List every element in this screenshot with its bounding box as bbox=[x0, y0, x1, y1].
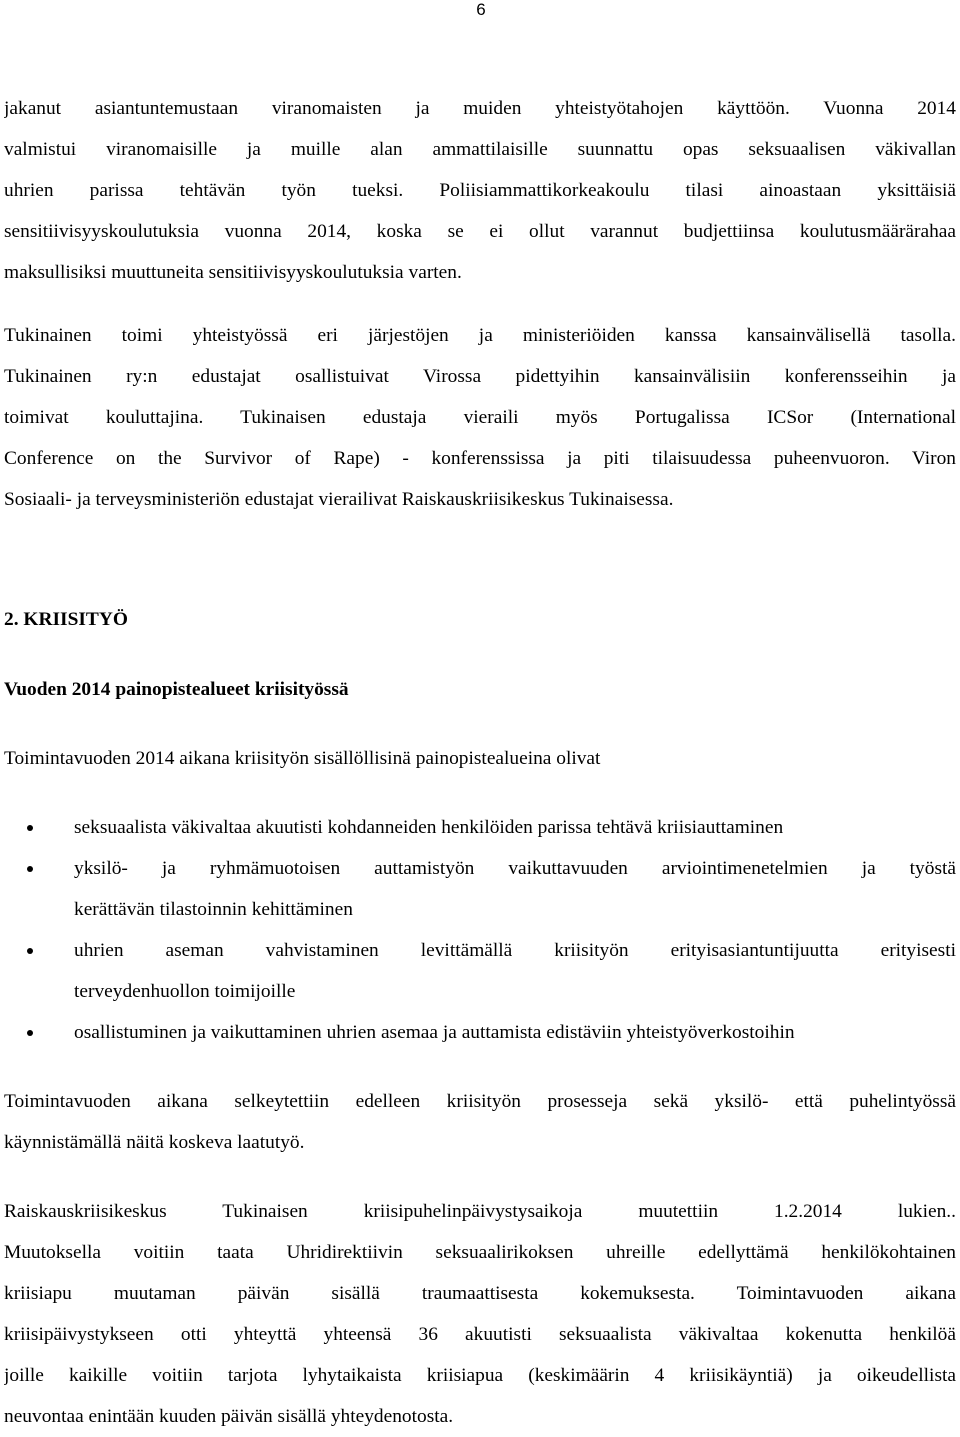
text-line: jakanut asiantuntemustaan viranomaisten ja muiden yhteistyötahojen käyttöön. Vuonna 2014 bbox=[4, 98, 956, 119]
text-line: Toimintavuoden 2014 aikana kriisityön sisällöllisinä painopistealueina olivat bbox=[4, 748, 601, 769]
text-line: osallistuminen ja vaikuttaminen uhrien asemaa ja auttamista edistäviin yhteistyöverkostoihin bbox=[74, 1022, 795, 1043]
paragraph-4 bbox=[4, 1191, 956, 1437]
text-line: uhrien parissa tehtävän työn tueksi. Poliisiammattikorkeakoulu tilasi ainoastaan yksittäisiä bbox=[4, 180, 956, 201]
bullet-icon bbox=[27, 866, 33, 872]
text-line: kriisiapu muutaman päivän sisällä traumaattisesta kokemuksesta. Toimintavuoden aikana bbox=[4, 1283, 956, 1304]
intro-paragraph bbox=[4, 738, 956, 779]
bullet-icon bbox=[27, 948, 33, 954]
bullet-icon bbox=[27, 825, 33, 831]
bullet-icon bbox=[27, 1030, 33, 1036]
text-line: Sosiaali- ja terveysministeriön edustajat vierailivat Raiskauskriisikeskus Tukinaisessa. bbox=[4, 489, 674, 510]
text-line: neuvontaa enintään kuuden päivän sisällä yhteydenotosta. bbox=[4, 1406, 454, 1427]
sub-heading: Vuoden 2014 painopistealueet kriisityössä bbox=[4, 679, 349, 700]
text-line: Toimintavuoden aikana selkeytettiin edelleen kriisityön prosesseja sekä yksilö- että puhelintyössä bbox=[4, 1091, 956, 1112]
text-line: toimivat kouluttajina. Tukinaisen edustaja vieraili myös Portugalissa ICSor (International bbox=[4, 407, 956, 428]
text-line: valmistui viranomaisille ja muille alan ammattilaisille suunnattu opas seksuaalisen väkivallan bbox=[4, 139, 956, 160]
text-line: uhrien aseman vahvistaminen levittämällä kriisityön erityisasiantuntijuutta erityisesti bbox=[74, 940, 956, 961]
paragraph-2 bbox=[4, 315, 956, 520]
list-item bbox=[4, 848, 956, 930]
text-line: sensitiivisyyskoulutuksia vuonna 2014, koska se ei ollut varannut budjettiinsa koulutusmäärärahaa bbox=[4, 221, 956, 242]
text-line: Muutoksella voitiin taata Uhridirektiivin seksuaalirikoksen uhreille edellyttämä henkilökohtainen bbox=[4, 1242, 956, 1263]
paragraph-1 bbox=[4, 88, 956, 293]
text-line: joille kaikille voitiin tarjota lyhytaikaista kriisiapua (keskimäärin 4 kriisikäyntiä) ja oikeudellista bbox=[4, 1365, 956, 1386]
text-line: yksilö- ja ryhmämuotoisen auttamistyön vaikuttavuuden arviointimenetelmien ja työstä bbox=[74, 858, 956, 879]
text-line: kerättävän tilastoinnin kehittäminen bbox=[74, 899, 353, 920]
page-number: 6 bbox=[476, 0, 486, 19]
text-line: kriisipäivystykseen otti yhteyttä yhteensä 36 akuutisti seksuaalista väkivaltaa kokenutta henkilöä bbox=[4, 1324, 956, 1345]
paragraph-3 bbox=[4, 1081, 956, 1163]
section-heading: 2. KRIISITYÖ bbox=[4, 609, 128, 630]
text-line: Conference on the Survivor of Rape) - konferenssissa ja piti tilaisuudessa puheenvuoron. Viron bbox=[4, 448, 956, 469]
priority-list bbox=[4, 807, 956, 1053]
text-line: Tukinainen ry:n edustajat osallistuivat Virossa pidettyihin kansainvälisiin konferensseihin ja bbox=[4, 366, 956, 387]
text-line: Raiskauskriisikeskus Tukinaisen kriisipuhelinpäivystysaikoja muutettiin 1.2.2014 lukien.. bbox=[4, 1201, 956, 1222]
text-line: terveydenhuollon toimijoille bbox=[74, 981, 296, 1002]
list-item bbox=[4, 930, 956, 1012]
text-line: maksullisiksi muuttuneita sensitiivisyyskoulutuksia varten. bbox=[4, 262, 462, 283]
text-line: seksuaalista väkivaltaa akuutisti kohdanneiden henkilöiden parissa tehtävä kriisiauttaminen bbox=[74, 817, 784, 838]
text-line: Tukinainen toimi yhteistyössä eri järjestöjen ja ministeriöiden kanssa kansainvälisellä tasolla. bbox=[4, 325, 956, 346]
list-item bbox=[4, 807, 956, 848]
list-item bbox=[4, 1012, 956, 1053]
text-line: käynnistämällä näitä koskeva laatutyö. bbox=[4, 1132, 305, 1153]
